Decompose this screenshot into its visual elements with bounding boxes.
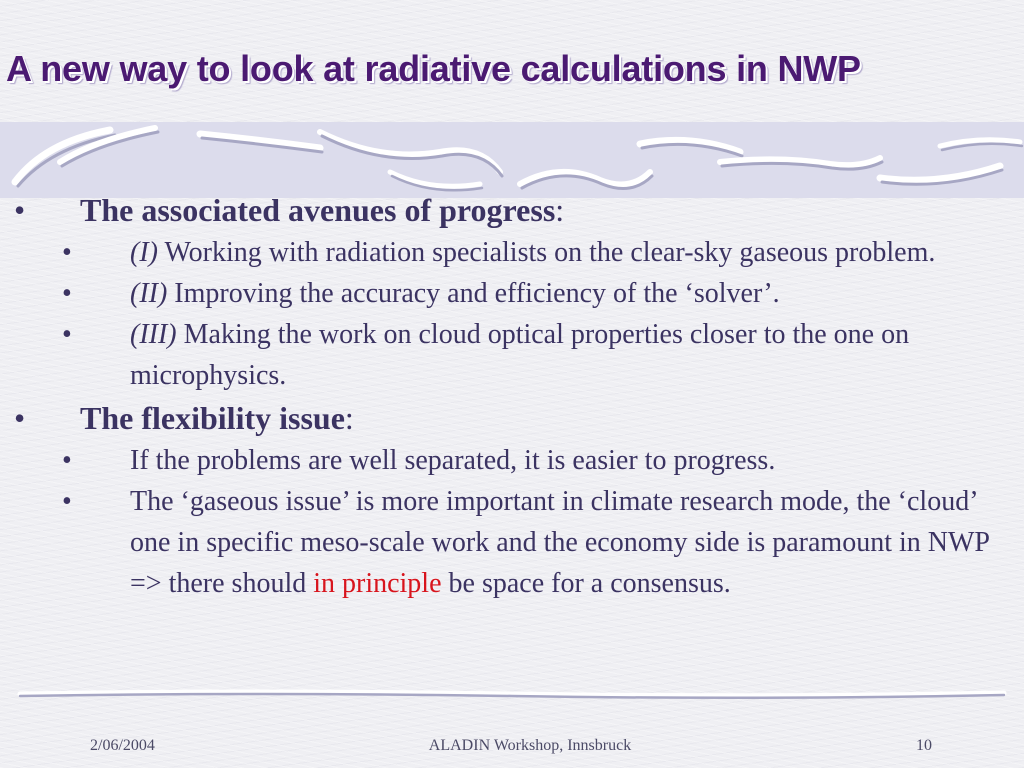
item-text: Making the work on cloud optical properties closer to the one on microphysics. — [130, 319, 910, 391]
section-heading-flexibility — [0, 396, 1000, 440]
list-item-progress-3 — [0, 314, 1000, 396]
footer-date: 2/06/2004 — [90, 737, 155, 754]
heading-text: The flexibility issue — [80, 400, 345, 436]
bullet: • — [62, 319, 72, 350]
slide-content — [0, 188, 1024, 604]
bullet: • — [62, 278, 72, 309]
item-prefix: (II) — [130, 278, 168, 309]
item-text: Improving the accuracy and efficiency of the ‘solver’. — [167, 278, 780, 309]
bullet: • — [62, 486, 72, 517]
highlighted-text: in principle — [313, 568, 442, 599]
bullet: • — [14, 192, 26, 228]
heading-colon: : — [344, 400, 354, 436]
swirl-decoration — [0, 122, 1024, 198]
item-prefix: (III) — [130, 319, 177, 350]
footer-event: ALADIN Workshop, Innsbruck — [428, 737, 632, 754]
item-text-after: be space for a consensus. — [441, 568, 731, 599]
footer-page-number: 10 — [916, 737, 932, 754]
heading-colon: : — [555, 192, 565, 228]
list-item-flexibility-2 — [0, 481, 1000, 604]
footer-divider — [0, 688, 1024, 700]
bullet: • — [62, 237, 72, 268]
slide-title: A new way to look at radiative calculations in NWP — [6, 48, 861, 89]
bullet: • — [14, 400, 26, 436]
item-prefix: (I) — [130, 237, 158, 268]
bullet: • — [62, 445, 72, 476]
item-text-before: The ‘gaseous issue’ is more important in climate research mode, the ‘cloud’ one in specific meso-scale work and the economy side is paramount in NWP => there should — [130, 486, 989, 599]
section-heading-progress — [0, 188, 1000, 232]
heading-text: The associated avenues of progress — [80, 192, 556, 228]
item-text: Working with radiation specialists on the clear-sky gaseous problem. — [157, 237, 936, 268]
item-text: If the problems are well separated, it is easier to progress. — [130, 445, 776, 476]
list-item-flexibility-1 — [0, 440, 1000, 481]
decorative-swirl-banner — [0, 122, 1024, 198]
list-item-progress-2 — [0, 273, 1000, 314]
list-item-progress-1 — [0, 232, 1000, 273]
